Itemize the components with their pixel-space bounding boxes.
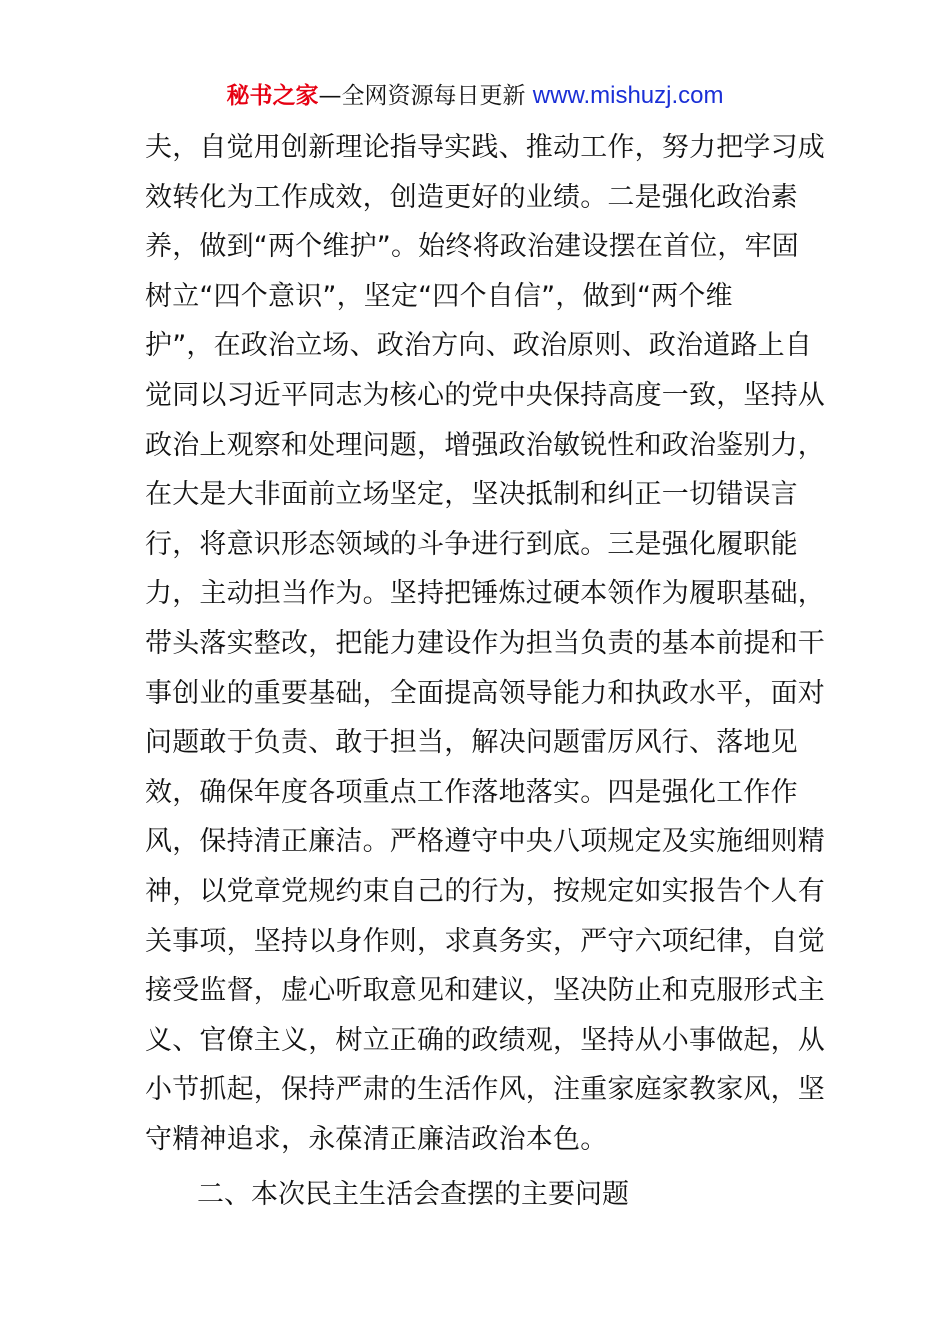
- body-line: 护”，在政治立场、政治方向、政治原则、政治道路上自: [145, 330, 812, 362]
- body-line: 觉同以习近平同志为核心的党中央保持高度一致，坚持从: [145, 379, 825, 411]
- body-line: 夫，自觉用创新理论指导实践、推动工作，努力把学习成: [145, 132, 825, 163]
- section-heading: 二、本次民主生活会查摆的主要问题: [197, 1179, 629, 1210]
- body-line: 养，做到“两个维护”。始终将政治建设摆在首位，牢固: [145, 231, 799, 263]
- body-line: 带头落实整改，把能力建设作为担当负责的基本前提和干: [145, 627, 825, 659]
- body-line: 在大是大非面前立场坚定，坚决抵制和纠正一切错误言: [145, 479, 798, 511]
- body-line: 关事项，坚持以身作则，求真务实，严守六项纪律，自觉: [145, 925, 825, 957]
- document-body: [145, 123, 825, 1164]
- body-line: 义、官僚主义，树立正确的政绩观，坚持从小事做起，从: [145, 1024, 825, 1056]
- body-line: 神，以党章党规约束自己的行为，按规定如实报告个人有: [145, 875, 825, 907]
- body-line: 效，确保年度各项重点工作落地落实。四是强化工作作: [145, 776, 798, 808]
- body-line: 树立“四个意识”，坚定“四个自信”，做到“两个维: [145, 280, 733, 312]
- body-line: 力，主动担当作为。坚持把锤炼过硬本领作为履职基础，: [145, 578, 825, 610]
- body-line: 效转化为工作成效，创造更好的业绩。二是强化政治素: [145, 181, 798, 213]
- body-line: 政治上观察和处理问题，增强政治敏锐性和政治鉴别力，: [145, 429, 825, 461]
- body-line: 事创业的重要基础，全面提高领导能力和执政水平，面对: [145, 677, 825, 709]
- body-line: 接受监督，虚心听取意见和建议，坚决防止和克服形式主: [145, 975, 825, 1007]
- body-line: 小节抓起，保持严肃的生活作风，注重家庭家教家风，坚: [145, 1074, 825, 1106]
- site-tagline: —全网资源每日更新: [318, 83, 533, 109]
- site-brand: 秘书之家: [226, 83, 319, 109]
- page-header: [0, 78, 950, 114]
- body-line: 守精神追求，永葆清正廉洁政治本色。: [145, 1123, 608, 1155]
- body-line: 行，将意识形态领域的斗争进行到底。三是强化履职能: [145, 528, 798, 560]
- body-line: 风，保持清正廉洁。严格遵守中央八项规定及实施细则精: [145, 826, 825, 858]
- site-url-link[interactable]: www.mishuzj.com: [532, 82, 724, 109]
- body-line: 问题敢于负责、敢于担当，解决问题雷厉风行、落地见: [145, 727, 798, 759]
